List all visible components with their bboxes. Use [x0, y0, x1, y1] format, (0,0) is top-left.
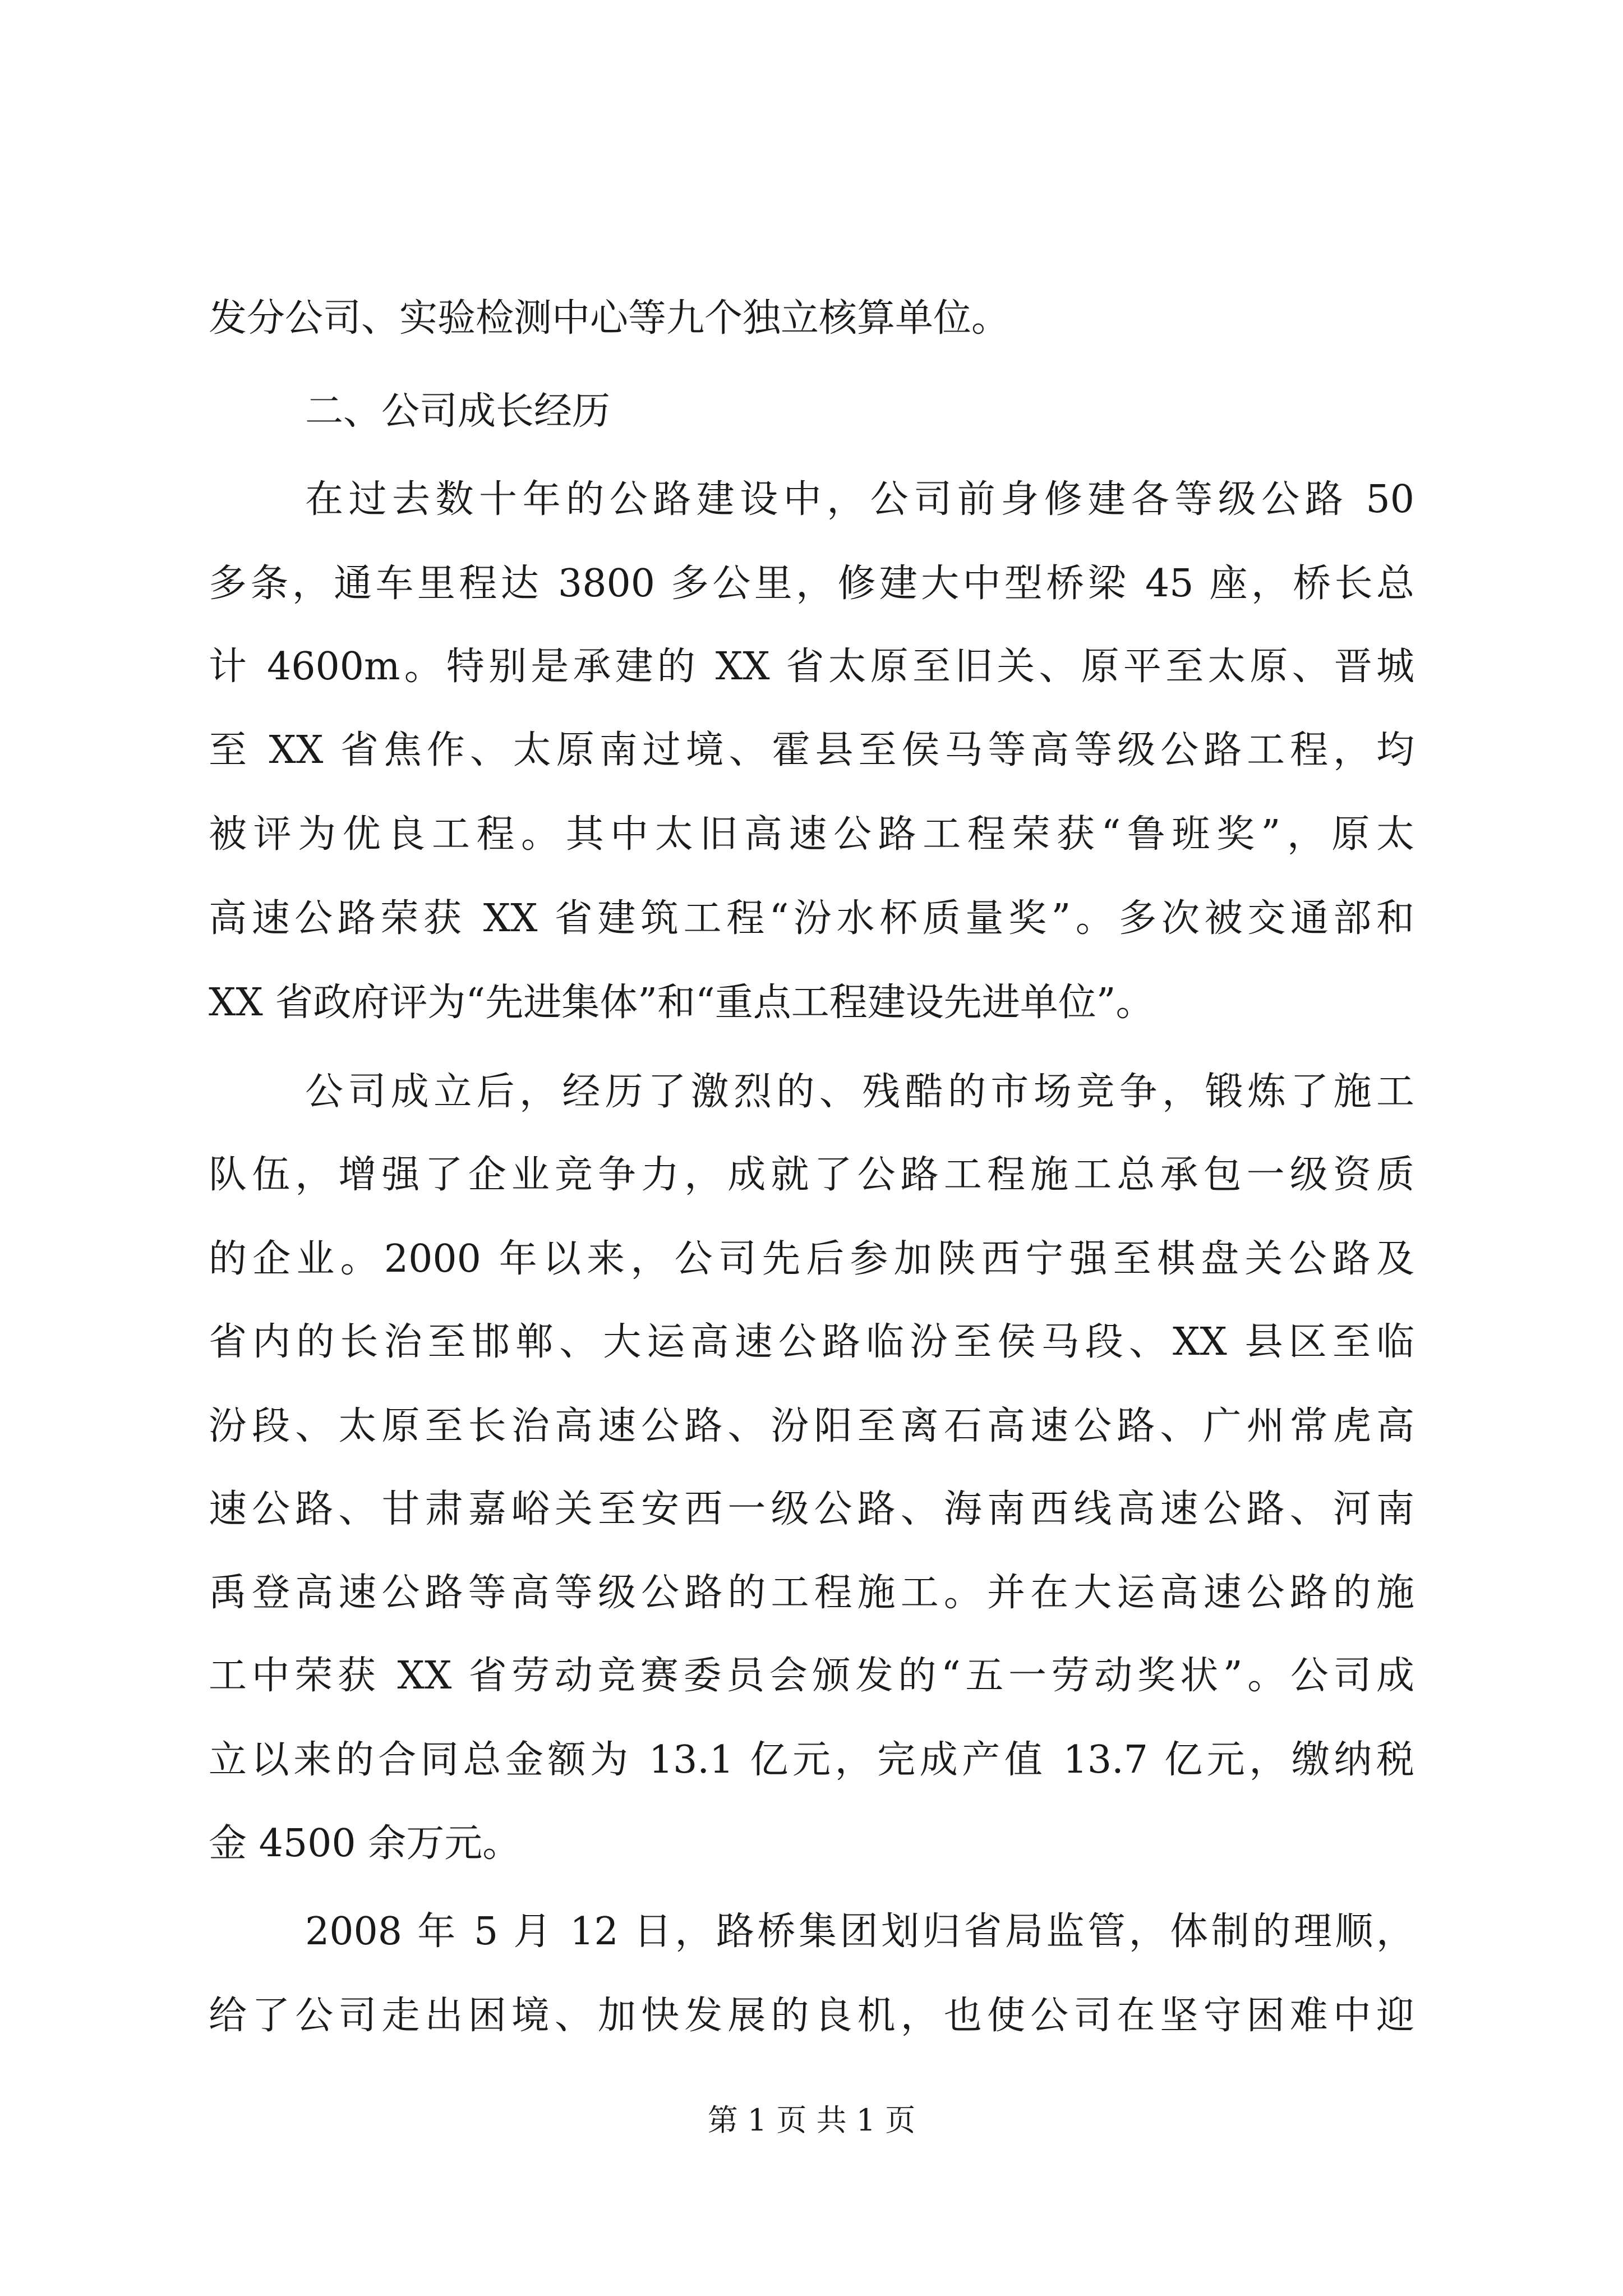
text-line: 省内的长治至邯郸、大运高速公路临汾至侯马段、XX 县区至临 — [209, 1320, 1414, 1364]
text-line: 速公路、甘肃嘉峪关至安西一级公路、海南西线高速公路、河南 — [209, 1487, 1414, 1531]
text-line: 被评为优良工程。其中太旧高速公路工程荣获“鲁班奖”，原太 — [209, 812, 1414, 857]
text-line: 发分公司、实验检测中心等九个独立核算单位。 — [209, 296, 1010, 341]
text-line: 2008 年 5 月 12 日，路桥集团划归省局监管，体制的理顺， — [305, 1910, 1414, 1954]
text-line: 计 4600m。特别是承建的 XX 省太原至旧关、原平至太原、晋城 — [209, 645, 1414, 689]
text-line: 工中荣获 XX 省劳动竞赛委员会颁发的“五一劳动奖状”。公司成 — [209, 1654, 1414, 1698]
text-line: 高速公路荣获 XX 省建筑工程“汾水杯质量奖”。多次被交通部和 — [209, 896, 1414, 941]
text-line: 立以来的合同总金额为 13.1 亿元，完成产值 13.7 亿元，缴纳税 — [209, 1738, 1414, 1782]
text-line: 队伍，增强了企业竞争力，成就了公路工程施工总承包一级资质 — [209, 1153, 1414, 1197]
text-line: 金 4500 余万元。 — [209, 1821, 521, 1866]
text-line: XX 省政府评为“先进集体”和“重点工程建设先进单位”。 — [209, 981, 1154, 1025]
section-heading: 二、公司成长经历 — [305, 389, 611, 434]
text-line: 汾段、太原至长治高速公路、汾阳至离石高速公路、广州常虎高 — [209, 1404, 1414, 1448]
text-line: 至 XX 省焦作、太原南过境、霍县至侯马等高等级公路工程，均 — [209, 728, 1414, 772]
text-line: 公司成立后，经历了激烈的、残酷的市场竞争，锻炼了施工 — [305, 1070, 1414, 1114]
page-number-footer: 第 1 页 共 1 页 — [707, 2102, 916, 2138]
text-line: 给了公司走出困境、加快发展的良机，也使公司在坚守困难中迎 — [209, 1994, 1414, 2038]
text-line: 在过去数十年的公路建设中，公司前身修建各等级公路 50 — [305, 477, 1414, 522]
text-line: 禹登高速公路等高等级公路的工程施工。并在大运高速公路的施 — [209, 1571, 1414, 1615]
text-line: 的企业。2000 年以来，公司先后参加陕西宁强至棋盘关公路及 — [209, 1237, 1414, 1281]
text-line: 多条，通车里程达 3800 多公里，修建大中型桥梁 45 座，桥长总 — [209, 562, 1414, 606]
